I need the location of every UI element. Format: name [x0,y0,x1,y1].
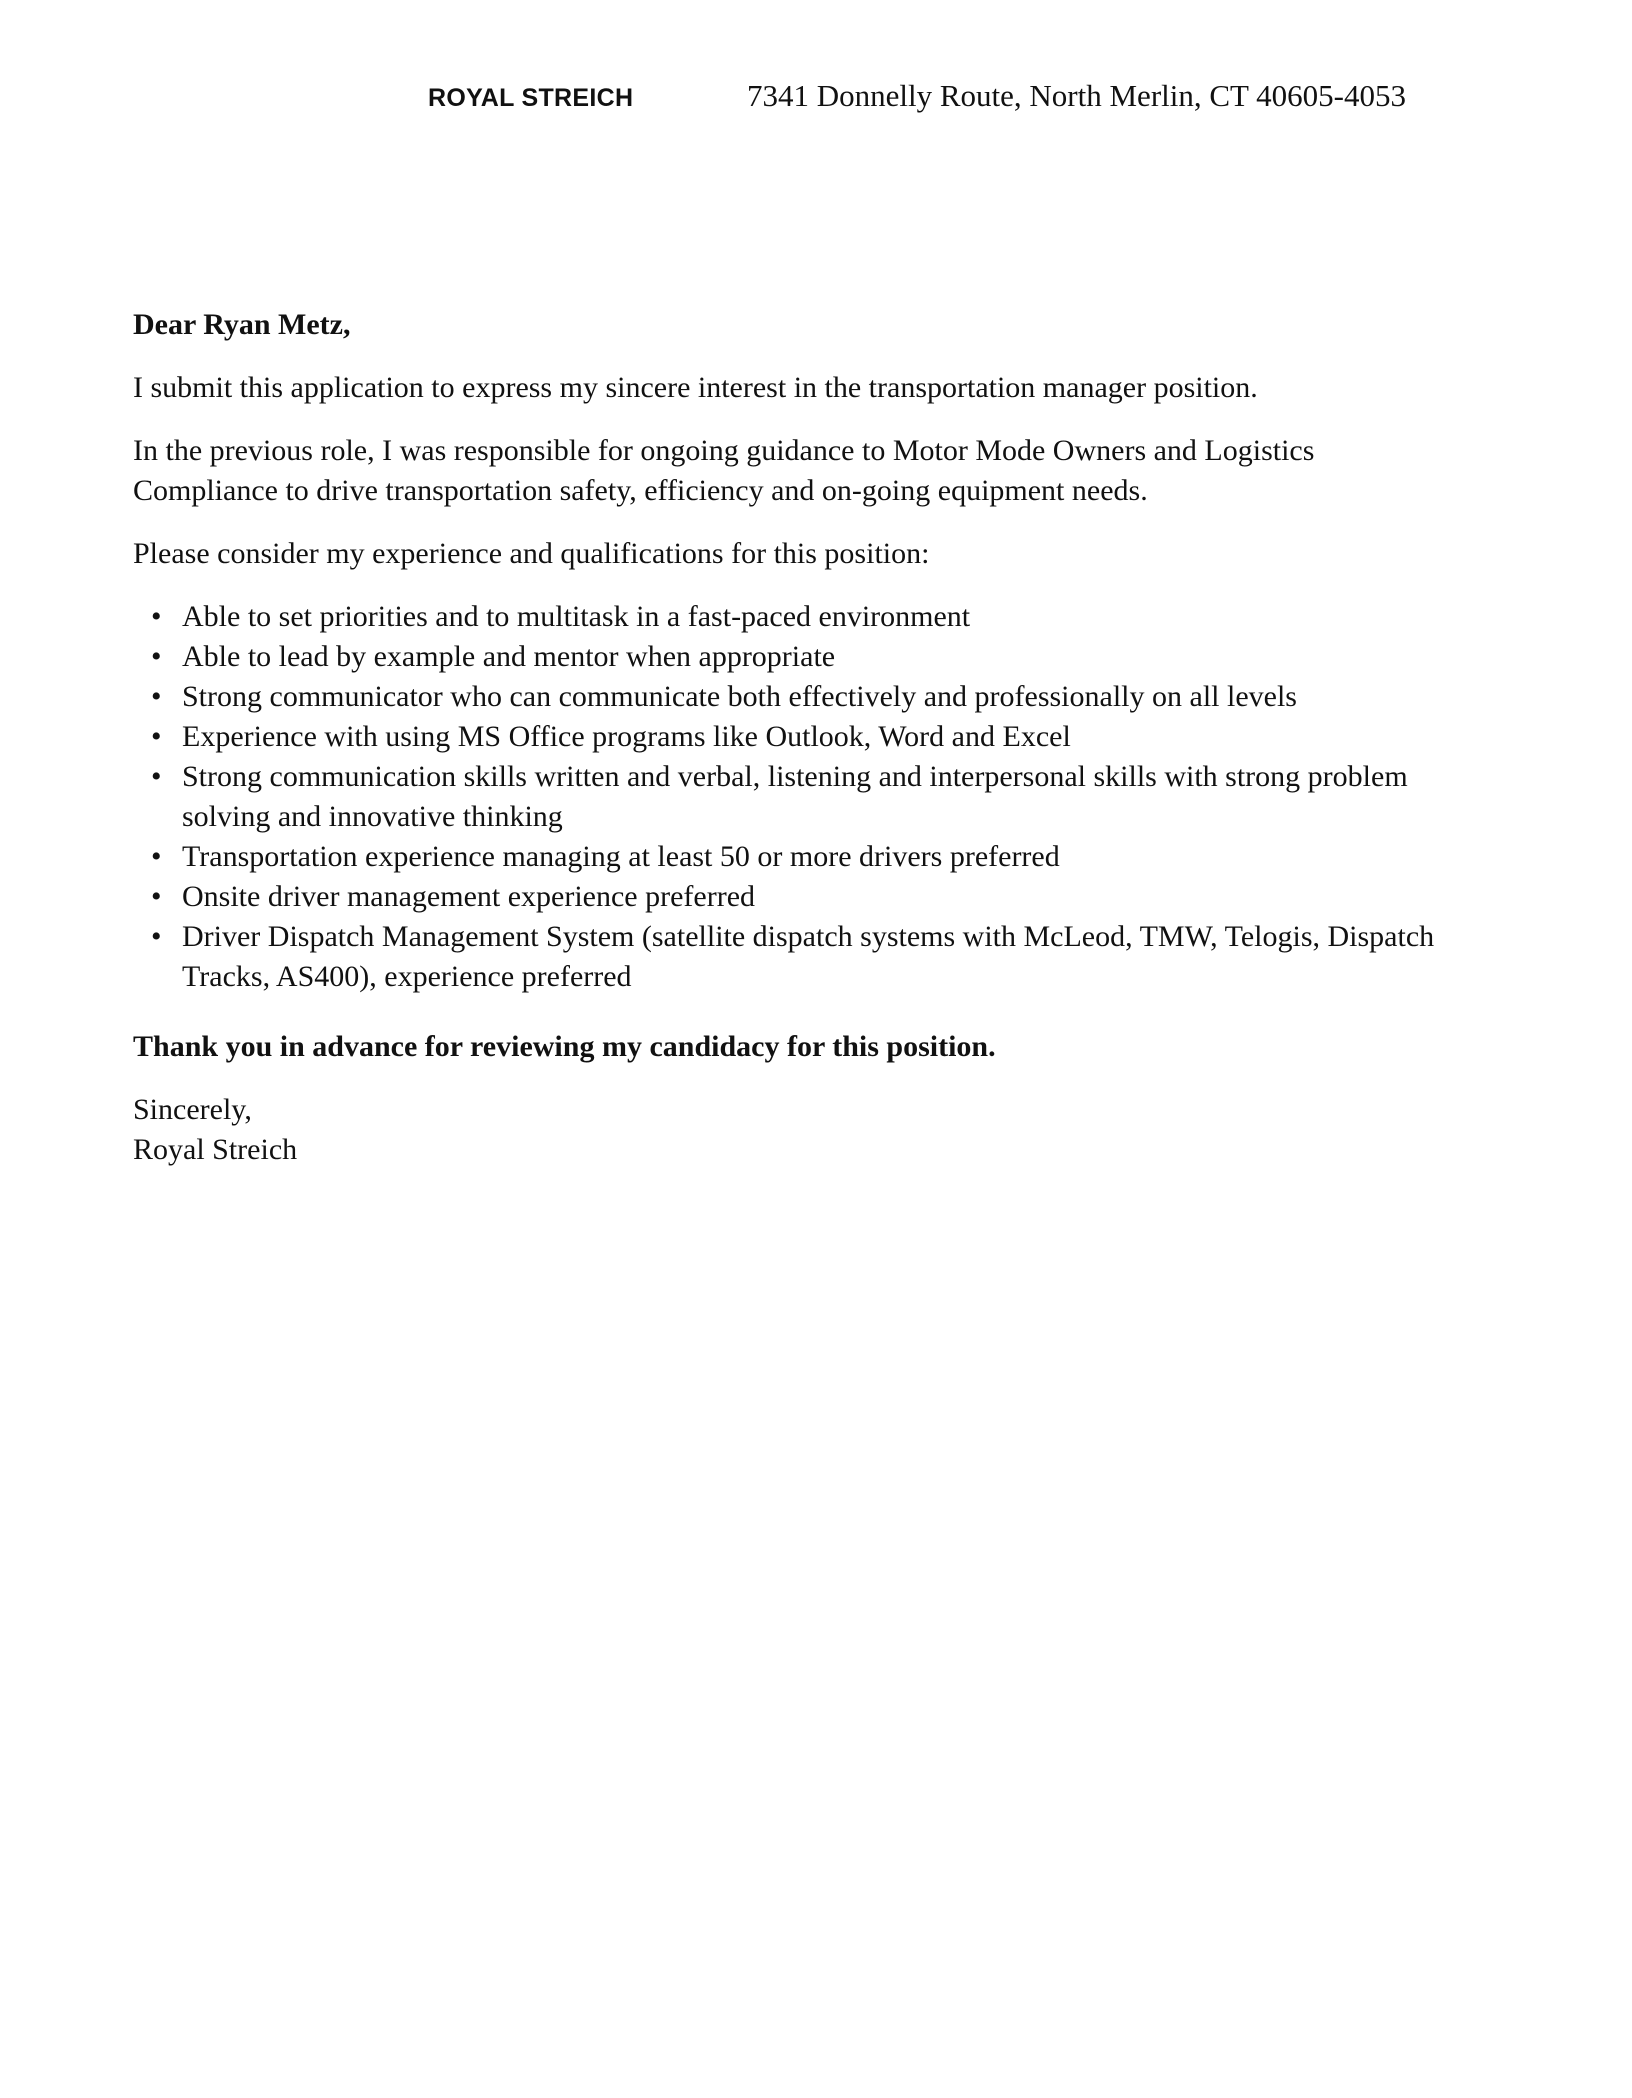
signature-name: Royal Streich [133,1133,298,1166]
salutation: Dear Ryan Metz, [133,308,351,341]
list-item [133,717,1463,757]
list-item [133,677,1463,717]
bullet-icon: • [151,600,162,633]
qualifications-list [133,597,1463,997]
list-item [133,837,1463,877]
sender-address: 7341 Donnelly Route, North Merlin, CT 40605-4053 [747,78,1406,113]
bullet-icon: • [151,880,162,913]
letter-header [0,78,1632,122]
list-item-text: Able to lead by example and mentor when appropriate [182,640,836,673]
list-item-text: Strong communicator who can communicate both effectively and professionally on all levels [182,680,1297,713]
previous-role-paragraph: In the previous role, I was responsible for ongoing guidance to Motor Mode Owners and Logistics Compliance to drive transportation safety, efficiency and on-going equipment needs. [133,434,1315,507]
list-item [133,877,1463,917]
bullet-icon: • [151,920,162,953]
list-item-text: Experience with using MS Office programs like Outlook, Word and Excel [182,720,1071,753]
closing-line: Thank you in advance for reviewing my candidacy for this position. [133,1030,996,1063]
list-item-text: Strong communication skills written and verbal, listening and interpersonal skills with strong problem solving and innovative thinking [182,760,1408,833]
list-item-text: Transportation experience managing at least 50 or more drivers preferred [182,840,1060,873]
bullet-icon: • [151,840,162,873]
list-item-text: Able to set priorities and to multitask in a fast-paced environment [182,600,971,633]
sender-name: ROYAL STREICH [428,84,634,112]
intro-paragraph: I submit this application to express my sincere interest in the transportation manager position. [133,371,1258,404]
list-item [133,757,1463,837]
bullet-icon: • [151,720,162,753]
consider-paragraph: Please consider my experience and qualifications for this position: [133,537,930,570]
list-item [133,917,1463,997]
list-item [133,597,1463,637]
bullet-icon: • [151,760,162,793]
bullet-icon: • [151,680,162,713]
list-item-text: Onsite driver management experience preferred [182,880,756,913]
letter-body [133,305,1463,1170]
list-item [133,637,1463,677]
bullet-icon: • [151,640,162,673]
list-item-text: Driver Dispatch Management System (satellite dispatch systems with McLeod, TMW, Telogis, Dispatch Tracks, AS400), experience preferred [182,920,1435,993]
signoff: Sincerely, [133,1093,252,1126]
